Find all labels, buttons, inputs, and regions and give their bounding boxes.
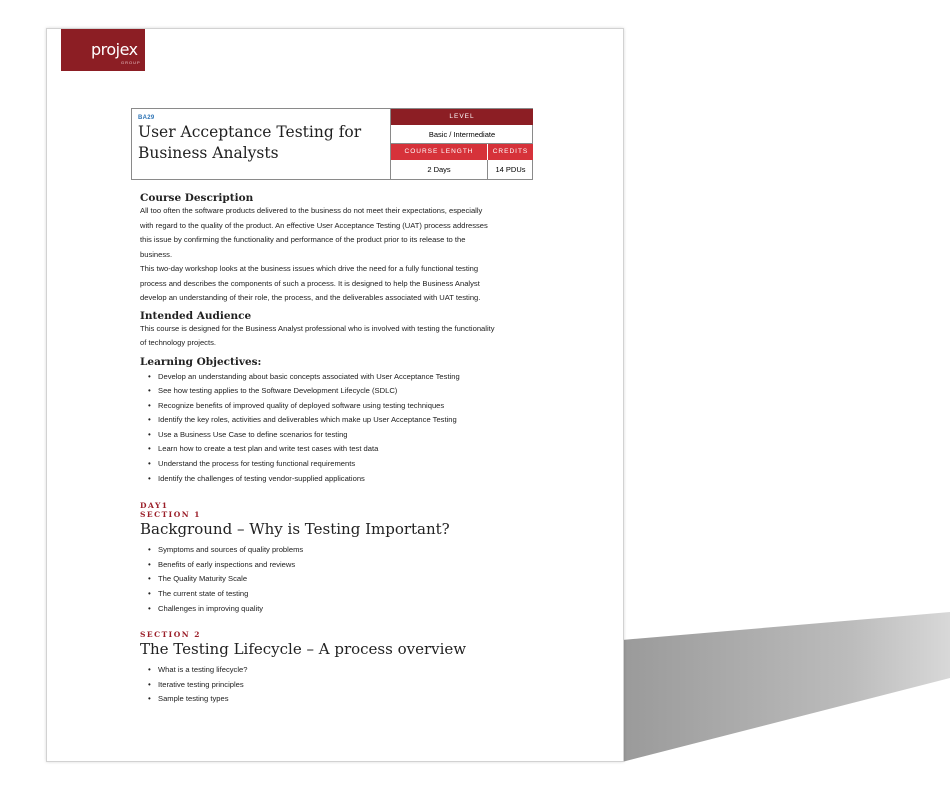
logo-subtext: GROUP (121, 60, 141, 65)
text-line: with regard to the quality of the product. An effective User Acceptance Testing (UAT) process addresses (140, 220, 488, 230)
logo-wordmark: projex (91, 40, 138, 59)
section-title: Background – Why is Testing Important? (140, 520, 450, 539)
list-item: • Recognize benefits of improved quality of deployed software using testing techniques (140, 399, 560, 414)
list-item: • Identify the challenges of testing vendor-supplied applications (140, 472, 560, 487)
list-item: • What is a testing lifecycle? (140, 663, 560, 678)
course-code: BA29 (138, 115, 155, 121)
text-line: business. (140, 249, 173, 259)
text-line: develop an understanding of their role, the process, and the deliverables associated with UAT testing. (140, 293, 481, 302)
text-line: of technology projects. (140, 338, 216, 347)
section-label: SECTION 2 (140, 630, 201, 640)
day-label: DAY1 (140, 501, 169, 511)
section-label: SECTION 1 (140, 510, 201, 520)
learning-objectives-list (140, 370, 560, 487)
list-item: • See how testing applies to the Software Development Lifecycle (SDLC) (140, 384, 560, 399)
text-line: This two-day workshop looks at the business issues which drive the need for a fully functional testing (140, 264, 479, 273)
list-item: • Develop an understanding about basic concepts associated with User Acceptance Testing (140, 370, 560, 385)
list-item: • Challenges in improving quality (140, 602, 560, 617)
list-item: • Use a Business Use Case to define scenarios for testing (140, 428, 560, 443)
course-title-line-2: Business Analysts (138, 144, 279, 162)
section-2-topics (140, 663, 560, 707)
list-item: • Identify the key roles, activities and deliverables which make up User Acceptance Testing (140, 413, 560, 428)
course-length-label: COURSE LENGTH (391, 144, 487, 160)
course-title-line-1: User Acceptance Testing for (138, 123, 362, 141)
text-line: process and describes the components of such a process. It is designed to help the Business Analyst (140, 278, 480, 288)
credits-label: CREDITS (487, 144, 533, 160)
list-item: • Sample testing types (140, 692, 560, 707)
section-title: The Testing Lifecycle – A process overview (140, 640, 467, 659)
section-1 (140, 501, 560, 616)
text-line: All too often the software products delivered to the business do not meet their expectations, especially (140, 206, 483, 215)
learning-objectives-heading: Learning Objectives: (140, 355, 262, 368)
text-line: this issue by confirming the functionality and performance of the product prior to its release to the (140, 235, 466, 244)
text-line: This course is designed for the Business Analyst professional who is involved with testing the functionality (140, 323, 495, 333)
course-length-value: 2 Days (427, 165, 451, 174)
list-item: • Understand the process for testing functional requirements (140, 457, 560, 472)
list-item: • Symptoms and sources of quality problems (140, 543, 560, 558)
course-description-heading: Course Description (140, 192, 254, 204)
list-item: • Benefits of early inspections and reviews (140, 558, 560, 573)
list-item: • The Quality Maturity Scale (140, 572, 560, 587)
list-item: • The current state of testing (140, 587, 560, 602)
section-1-topics (140, 543, 560, 616)
course-description-paragraph-2 (140, 262, 560, 306)
list-item: • Learn how to create a test plan and write test cases with test data (140, 442, 560, 457)
course-header-box (131, 108, 533, 180)
brand-logo (61, 29, 145, 71)
level-value: Basic / Intermediate (391, 125, 533, 144)
section-2 (140, 630, 560, 707)
course-meta-table (390, 109, 533, 179)
level-label: LEVEL (391, 109, 533, 125)
credits-value: 14 PDUs (487, 160, 533, 179)
list-item: • Iterative testing principles (140, 678, 560, 693)
intended-audience-heading: Intended Audience (140, 309, 252, 322)
document-page (46, 28, 624, 762)
course-description-paragraph-1 (140, 204, 560, 262)
course-content (140, 192, 560, 707)
